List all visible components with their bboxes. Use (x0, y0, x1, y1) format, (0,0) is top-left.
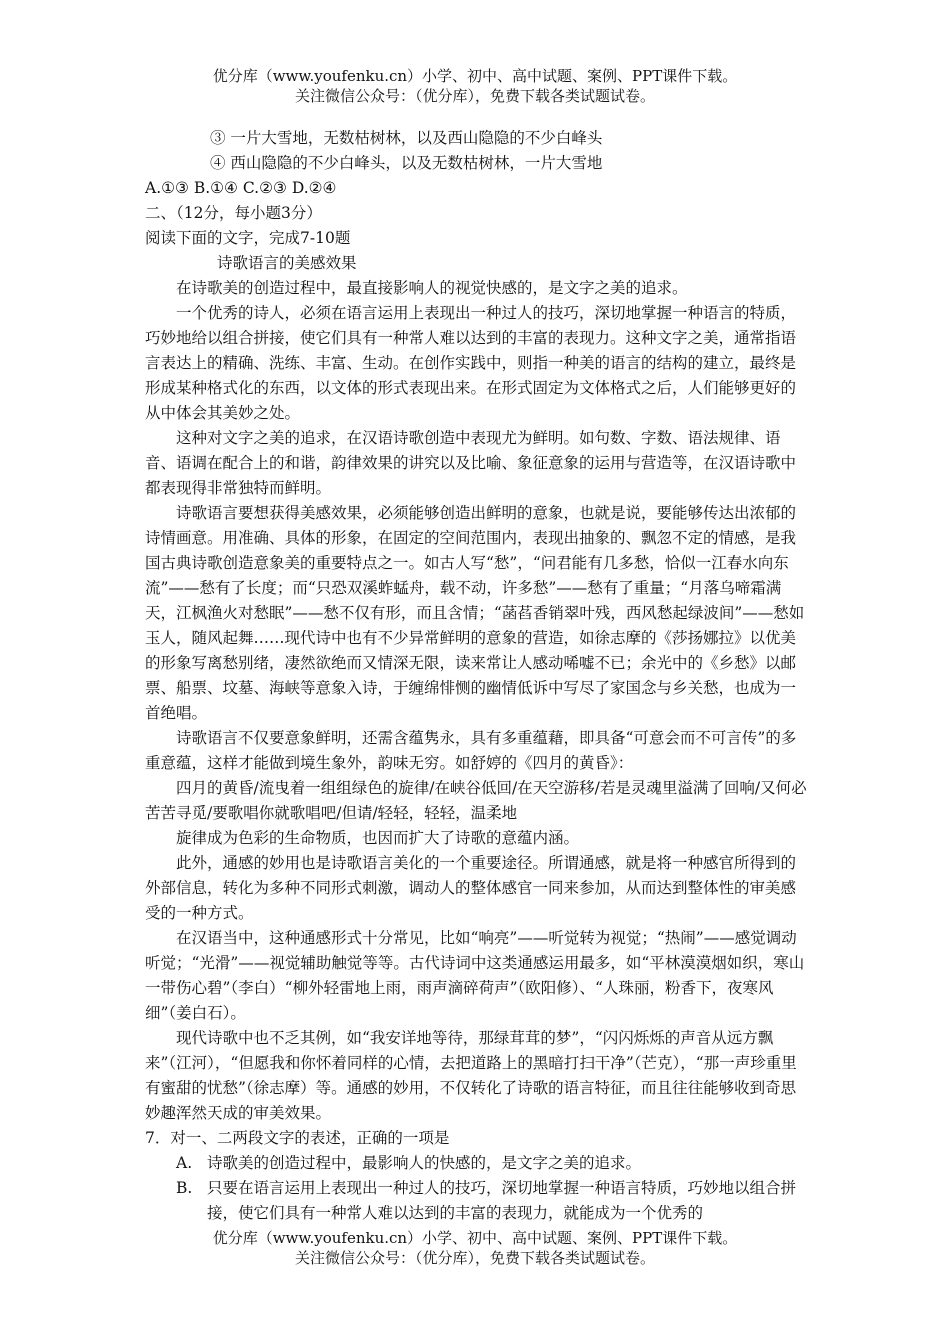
section-heading: 二、（12分，每小题3分） (145, 204, 322, 222)
option-4: ④ 西山隐隐的不少白峰头，以及无数枯树林，一片大雪地 (210, 154, 603, 172)
page-header (0, 66, 950, 106)
page-footer (0, 1228, 950, 1268)
answer-choices: A.①③ B.①④ C.②③ D.②④ (145, 179, 337, 197)
footer-line-2: 关注微信公众号：（优分库），免费下载各类试题试卷。 (294, 1249, 655, 1267)
paragraph: 在汉语当中，这种通感形式十分常见，比如“响亮”——听觉转为视觉；“热闹”——感觉调动听觉；“光滑”——视觉辅助触觉等等。古代诗词中这类通感运用最多，如“平林漠漠烟如织，寒山一带伤心碧”（李白）“柳外轻雷地上雨，雨声滴碎荷声”（欧阳修）、“人珠丽，粉香下，夜寒风细”（姜白石）。 (145, 929, 805, 1022)
header-line-2: 关注微信公众号：（优分库），免费下载各类试题试卷。 (294, 87, 655, 105)
paragraph: 诗歌语言要想获得美感效果，必须能够创造出鲜明的意象，也就是说，要能够传达出浓郁的诗情画意。用准确、具体的形象，在固定的空间范围内，表现出抽象的、飘忽不定的情感，是我国古典诗歌创造意象美的重要特点之一。如古人写“愁”，“问君能有几多愁，恰似一江春水向东流”——愁有了长度；而“只恐双溪蚱蜢舟，载不动，许多愁”——愁有了重量；“月落乌啼霜满天，江枫渔火对愁眠”——愁不仅有形，而且含情；“菡萏香销翠叶残，西风愁起绿波间”——愁如玉人，随风起舞……现代诗中也有不少异常鲜明的意象的营造，如徐志摩的《莎扬娜拉》以优美的形象写离愁别绪，凄然欲绝而又情深无限，读来常让人感动唏嘘不已；余光中的《乡愁》以邮票、船票、坟墓、海峡等意象入诗，于缠绵悱恻的幽情低诉中写尽了家国念与乡关愁，也成为一首绝唱。 (145, 504, 805, 722)
footer-line-1: 优分库（www.youfenku.cn）小学、初中、高中试题、案例、PPT课件下载。 (212, 1229, 738, 1247)
question-7-choice-b (176, 1176, 810, 1226)
choice-b-text: 只要在语言运用上表现出一种过人的技巧，深切地掌握一种语言特质，巧妙地以组合拼接，使它们具有一种常人难以达到的丰富的表现力，就能成为一个优秀的 (207, 1179, 797, 1222)
poem-quote: 四月的黄昏/流曳着一组组绿色的旋律/在峡谷低回/在天空游移/若是灵魂里溢满了回响/又何必苦苦寻觅/要歌唱你就歌唱吧/但请/轻轻，轻轻，温柔地 (145, 779, 807, 822)
paragraph: 现代诗歌中也不乏其例，如“我安详地等待，那绿茸茸的梦”，“闪闪烁烁的声音从远方飘来”（江河），“但愿我和你怀着同样的心情，去把道路上的黑暗打扫干净”（芒克），“那一声珍重里有蜜甜的忧愁”（徐志摩）等。通感的妙用，不仅转化了诗歌的语言特征，而且往往能够收到奇思妙趣浑然天成的审美效果。 (145, 1029, 797, 1122)
choice-a-text: 诗歌美的创造过程中，最影响人的快感的，是文字之美的追求。 (207, 1154, 642, 1172)
document-body (145, 126, 810, 1226)
article-title: 诗歌语言的美感效果 (217, 254, 357, 272)
paragraph: 在诗歌美的创造过程中，最直接影响人的视觉快感的，是文字之美的追求。 (176, 279, 688, 297)
paragraph: 这种对文字之美的追求，在汉语诗歌创造中表现尤为鲜明。如句数、字数、语法规律、语音、语调在配合上的和谐，韵律效果的讲究以及比喻、象征意象的运用与营造等，在汉语诗歌中都表现得非常独特而鲜明。 (145, 429, 797, 497)
reading-instruction: 阅读下面的文字，完成7-10题 (145, 229, 351, 247)
header-line-1: 优分库（www.youfenku.cn）小学、初中、高中试题、案例、PPT课件下载。 (212, 67, 738, 85)
paragraph: 此外，通感的妙用也是诗歌语言美化的一个重要途径。所谓通感，就是将一种感官所得到的外部信息，转化为多种不同形式刺激，调动人的整体感官一同来参加，从而达到整体性的审美感受的一种方式。 (145, 854, 797, 922)
choice-b-label: B. (176, 1179, 193, 1197)
question-7-stem: 7．对一、二两段文字的表述，正确的一项是 (145, 1129, 450, 1147)
paragraph: 一个优秀的诗人，必须在语言运用上表现出一种过人的技巧，深切地掌握一种语言的特质，巧妙地给以组合拼接，使它们具有一种常人难以达到的丰富的表现力。这种文字之美，通常指语言表达上的精确、洗练、丰富、生动。在创作实践中，则指一种美的语言的结构的建立，最终是形成某种格式化的东西，以文体的形式表现出来。在形式固定为文体格式之后，人们能够更好的从中体会其美妙之处。 (145, 304, 797, 422)
question-7-choice-a (176, 1151, 810, 1176)
choice-a-label: A. (176, 1154, 193, 1172)
option-3: ③ 一片大雪地，无数枯树林，以及西山隐隐的不少白峰头 (210, 129, 603, 147)
paragraph: 旋律成为色彩的生命物质，也因而扩大了诗歌的意蕴内涵。 (176, 829, 580, 847)
paragraph: 诗歌语言不仅要意象鲜明，还需含蕴隽永，具有多重蕴藉，即具备“可意会而不可言传”的多重意蕴，这样才能做到境生象外，韵味无穷。如舒婷的《四月的黄昏》： (145, 729, 797, 772)
